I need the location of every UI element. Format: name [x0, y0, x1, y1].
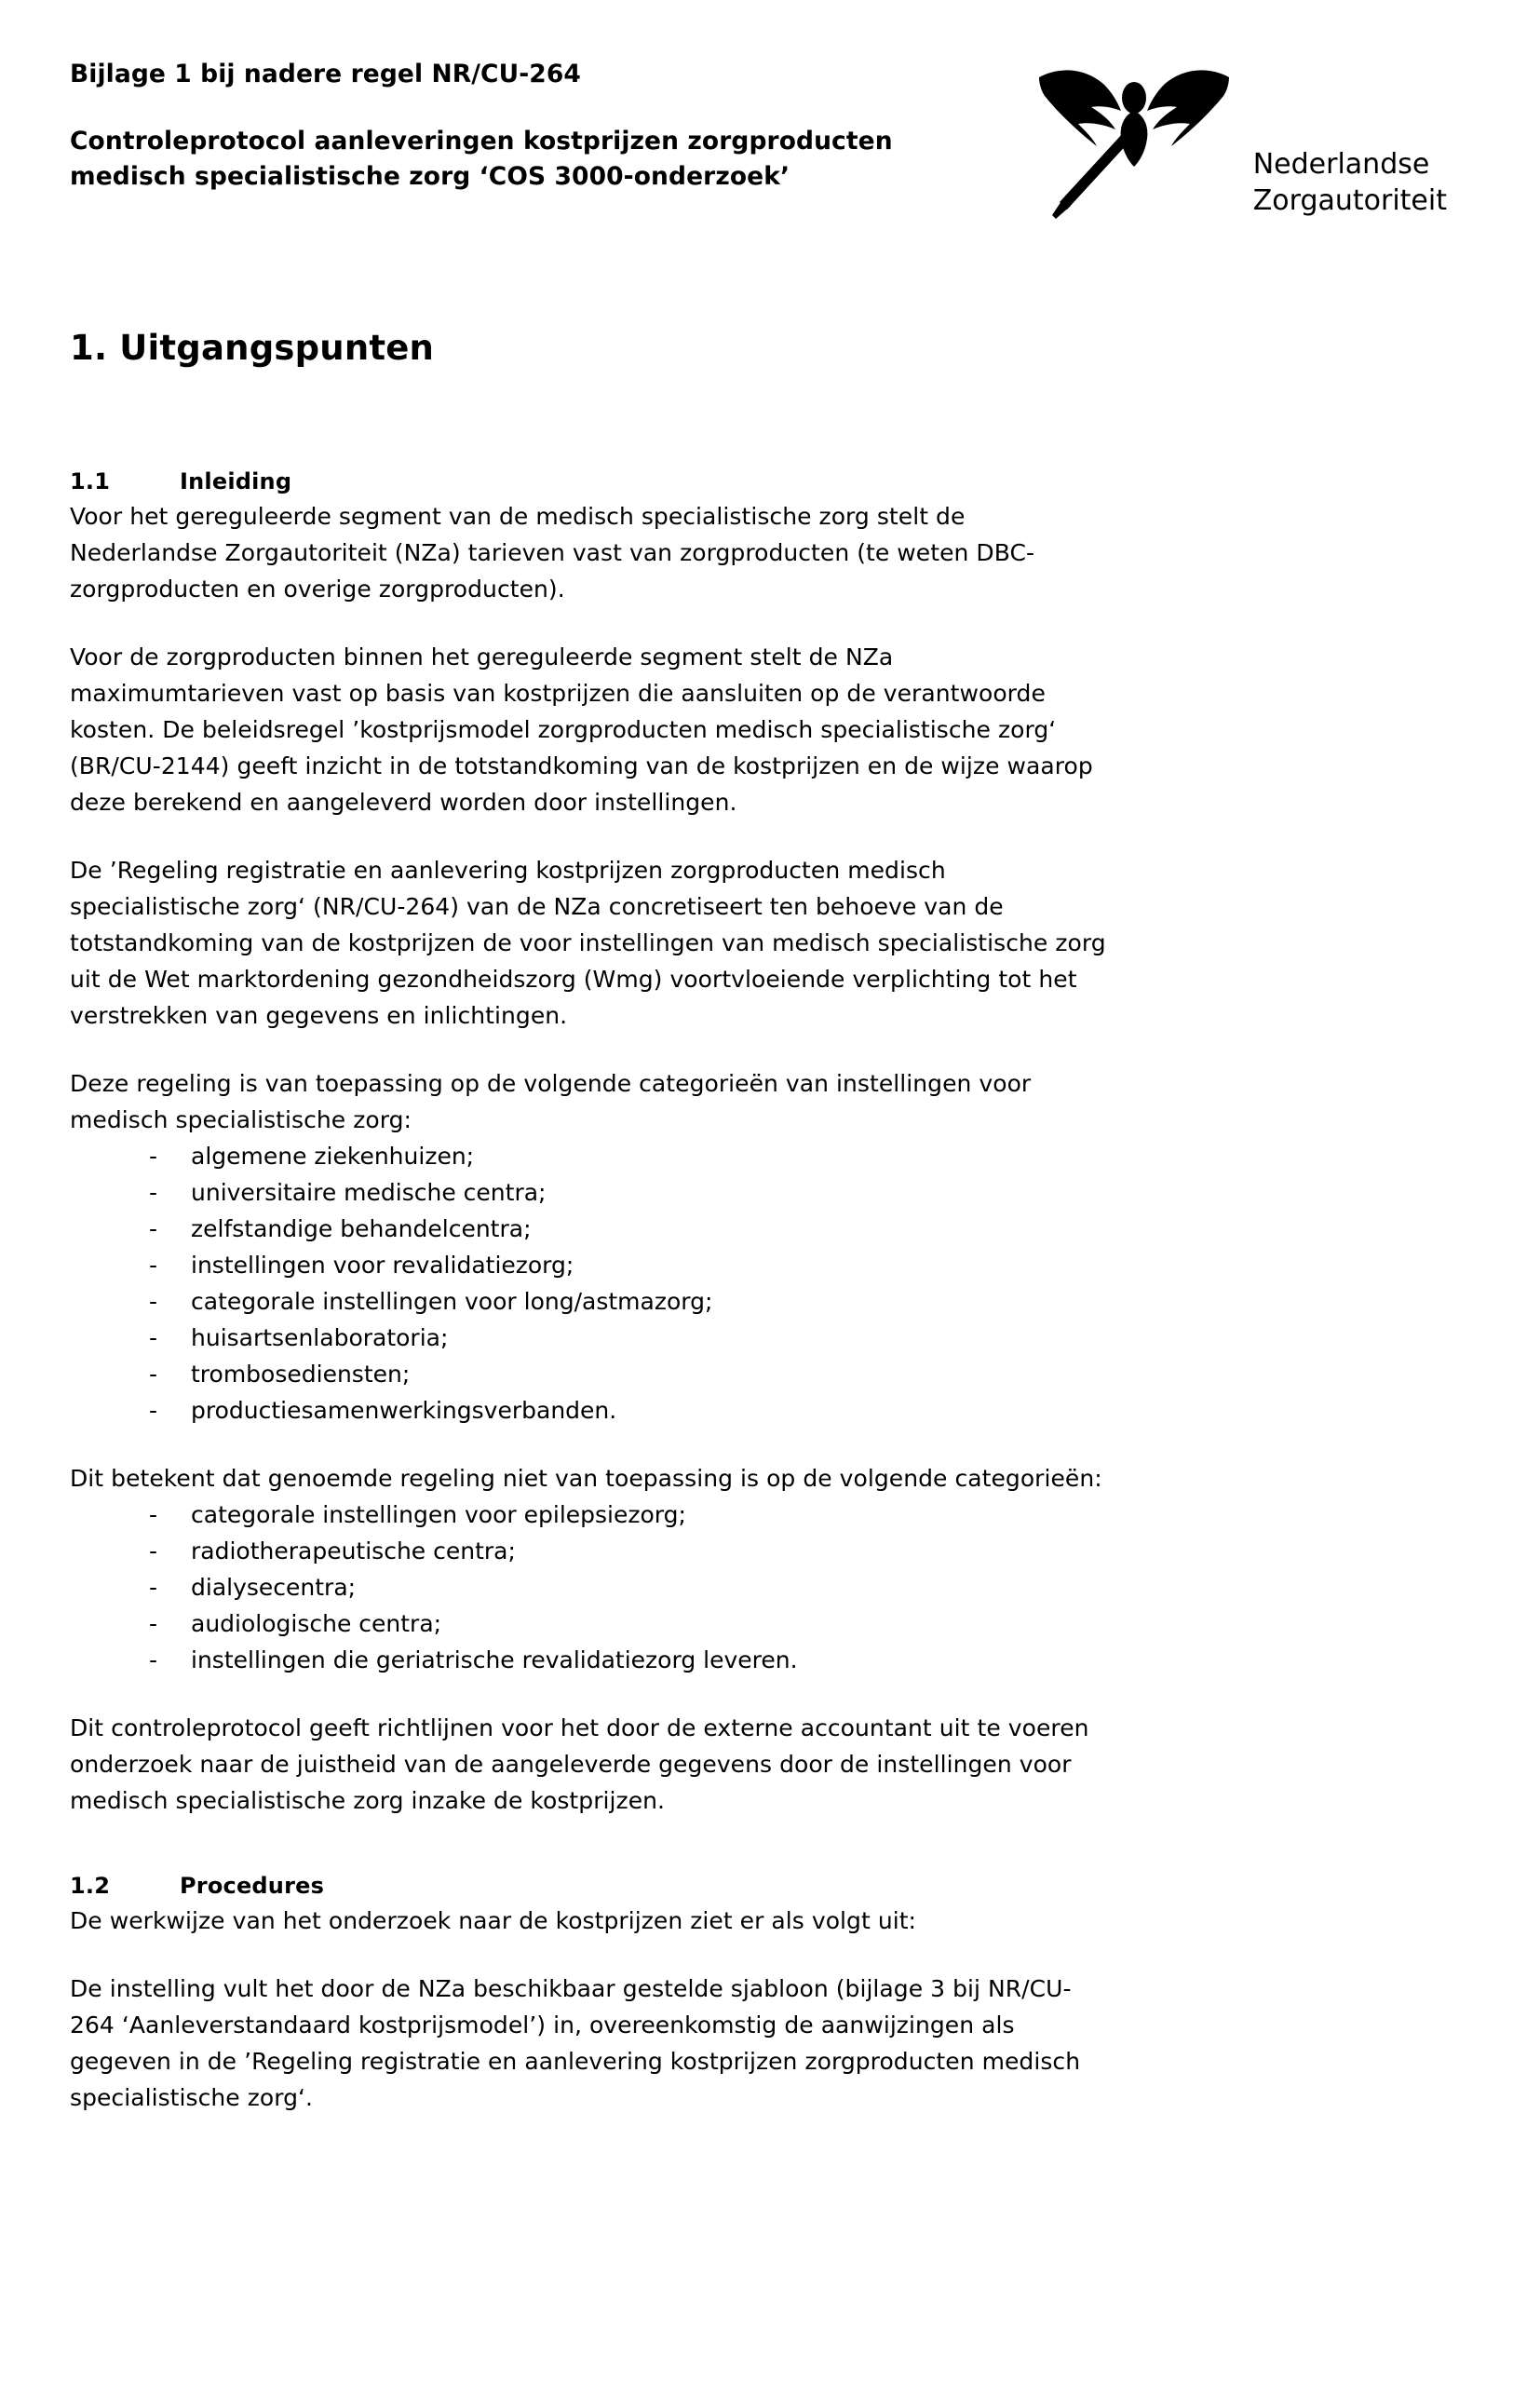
list-item: - categorale instellingen voor epilepsiezorg;	[191, 1497, 1456, 1533]
header-text-block	[70, 51, 1010, 195]
document-subtitle: Controleprotocol aanleveringen kostprijzen zorgproducten medisch specialistische zorg ‘COS 3000-onderzoek’	[70, 127, 893, 192]
list-item: - radiotherapeutische centra;	[191, 1533, 1456, 1569]
nza-bird-icon	[1032, 61, 1236, 224]
organization-logo	[1032, 51, 1456, 224]
section-title: Inleiding	[180, 468, 292, 494]
document-header	[70, 51, 1456, 224]
organization-name-line2: Zorgautoriteit	[1252, 184, 1447, 217]
list-item: - universitaire medische centra;	[191, 1174, 1456, 1211]
paragraph: Voor het gereguleerde segment van de medisch specialistische zorg stelt de Nederlandse Zorgautoriteit (NZa) tarieven vast van zorgproducten (te weten DBC-zorgproducten en overige zorgproducten).	[70, 503, 1035, 603]
paragraph: Voor de zorgproducten binnen het gereguleerde segment stelt de NZa maximumtarieven vast op basis van kostprijzen die aansluiten op de verantwoorde kosten. De beleidsregel ’kostprijsmodel zorgproducten medisch specialistische zorg‘ (BR/CU-2144) geeft inzicht in de totstandkoming van de kostprijzen en de wijze waarop deze berekend en aangeleverd worden door instellingen.	[70, 643, 1093, 816]
section-heading-1-1	[70, 468, 1456, 494]
paragraph: Dit controleprotocol geeft richtlijnen voor het door de externe accountant uit te voeren onderzoek naar de juistheid van de aangeleverde gegevens door de instellingen voor medisch specialistische zorg inzake de kostprijzen.	[70, 1714, 1089, 1814]
organization-name	[1253, 61, 1447, 219]
document-title: Bijlage 1 bij nadere regel NR/CU-264	[70, 60, 581, 88]
organization-name-line1: Nederlandse	[1252, 148, 1430, 181]
section-heading-1-2	[70, 1873, 1456, 1899]
section-number: 1.1	[70, 468, 111, 494]
instelling-categories-list	[70, 1138, 1456, 1429]
chapter-heading: 1. Uitgangspunten	[70, 328, 435, 368]
list-item: - huisartsenlaboratoria;	[191, 1320, 1456, 1356]
list-item: - algemene ziekenhuizen;	[191, 1138, 1456, 1174]
list-item: - trombosediensten;	[191, 1356, 1456, 1392]
list-item: - productiesamenwerkingsverbanden.	[191, 1392, 1456, 1429]
paragraph: De ’Regeling registratie en aanlevering kostprijzen zorgproducten medisch specialistische zorg‘ (NR/CU-264) van de NZa concretiseert ten behoeve van de totstandkoming van de kostprijzen de voor instellingen van medisch specialistische zorg uit de Wet marktordening gezondheidszorg (Wmg) voortvloeiende verplichting tot het verstrekken van gegevens en inlichtingen.	[70, 857, 1106, 1029]
paragraph: De werkwijze van het onderzoek naar de kostprijzen ziet er als volgt uit:	[70, 1907, 917, 1934]
list-item: - categorale instellingen voor long/astmazorg;	[191, 1283, 1456, 1320]
section-title: Procedures	[180, 1873, 325, 1899]
list-item: - instellingen die geriatrische revalidatiezorg leveren.	[191, 1642, 1456, 1678]
section-number: 1.2	[70, 1873, 111, 1899]
paragraph: Dit betekent dat genoemde regeling niet van toepassing is op de volgende categorieën:	[70, 1465, 1102, 1492]
paragraph: Deze regeling is van toepassing op de volgende categorieën van instellingen voor medisch specialistische zorg:	[70, 1070, 1032, 1133]
excluded-categories-list	[70, 1497, 1456, 1678]
list-item: - dialysecentra;	[191, 1569, 1456, 1605]
list-item: - audiologische centra;	[191, 1605, 1456, 1642]
list-item: - instellingen voor revalidatiezorg;	[191, 1247, 1456, 1283]
paragraph: De instelling vult het door de NZa beschikbaar gestelde sjabloon (bijlage 3 bij NR/CU-264 ‘Aanleverstandaard kostprijsmodel’) in, overeenkomstig de aanwijzingen als gegeven in de ’Regeling registratie en aanlevering kostprijzen zorgproducten medisch specialistische zorg‘.	[70, 1975, 1081, 2111]
list-item: - zelfstandige behandelcentra;	[191, 1211, 1456, 1247]
